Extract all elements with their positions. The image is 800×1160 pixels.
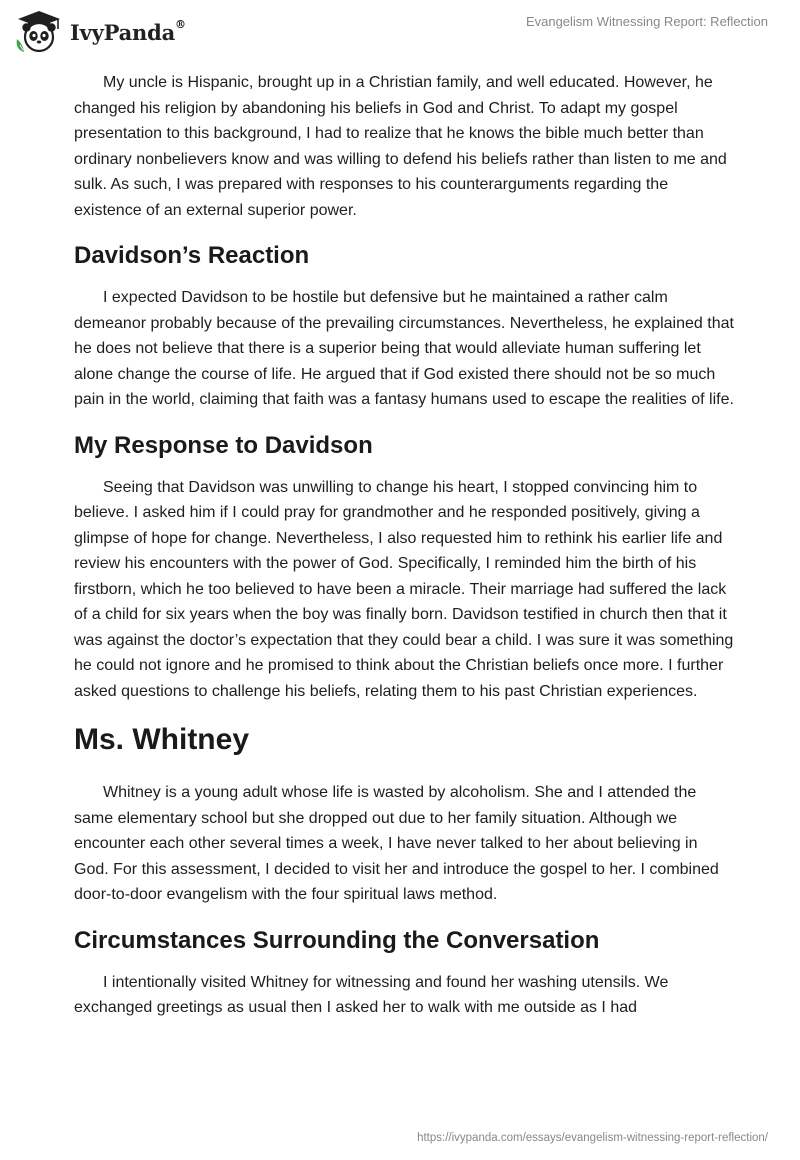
paragraph-circumstances: I intentionally visited Whitney for witnessing and found her washing utensils. We exchanged greetings as usual then I asked her to walk with me outside as I had xyxy=(74,973,669,1016)
registered-mark: ® xyxy=(175,17,186,31)
essay-content xyxy=(74,70,734,1039)
paragraph-my-response: Seeing that Davidson was unwilling to change his heart, I stopped convincing him to believe. I asked him if I could pray for grandmother and he responded positively, giving a glimpse of hope for change. Nevertheless, I also requested him to rethink his earlier life and review his encounters with the power of God. Specifically, I reminded him the birth of his firstborn, which he too believed to have been a miracle. Their marriage had suffered the lack of a child for six years when the boy was finally born. Davidson testified in church then that it was against the doctor’s expectation that they could bear a child. I was sure it was something he could not ignore and he promised to think about the Christian beliefs once more. I further asked questions to challenge his beliefs, relating them to his past Christian experiences. xyxy=(74,478,734,700)
paragraph-uncle-background: My uncle is Hispanic, brought up in a Christian family, and well educated. However, he changed his religion by abandoning his beliefs in God and Christ. To adapt my gospel presentation to this background, I had to realize that he knows the bible much better than ordinary nonbelievers know and was willing to defend his beliefs rather than listen to me and sulk. As such, I was prepared with responses to his counterarguments regarding the existence of an external superior power. xyxy=(74,74,727,219)
heading-ms-whitney: Ms. Whitney xyxy=(74,723,250,756)
heading-circumstances: Circumstances Surrounding the Conversation xyxy=(74,926,600,954)
page-header xyxy=(0,0,800,70)
paragraph-whitney-intro: Whitney is a young adult whose life is wasted by alcoholism. She and I attended the same elementary school but she dropped out due to her family situation. Although we encounter each other several times a week, I have never talked to her about believing in God. For this assessment, I decided to visit her and introduce the gospel to her. I combined door-to-door evangelism with the four spiritual laws method. xyxy=(74,784,719,903)
heading-my-response: My Response to Davidson xyxy=(74,431,373,459)
ivypanda-logo[interactable] xyxy=(14,8,189,56)
paragraph-davidsons-reaction: I expected Davidson to be hostile but defensive but he maintained a rather calm demeanor probably because of the prevailing circumstances. Nevertheless, he explained that he does not believe that there is a superior being that would alleviate human suffering let alone change the course of life. He argued that if God existed there should not be so much pain in the world, claiming that faith was a fantasy humans used to escape the realities of life. xyxy=(74,289,734,408)
panda-graduate-icon xyxy=(14,9,64,55)
heading-davidsons-reaction: Davidson’s Reaction xyxy=(74,242,310,269)
source-url[interactable]: https://ivypanda.com/essays/evangelism-witnessing-report-reflection/ xyxy=(417,1132,768,1144)
document-title: Evangelism Witnessing Report: Reflection xyxy=(525,14,768,29)
brand-name: IvyPanda® xyxy=(70,17,186,45)
